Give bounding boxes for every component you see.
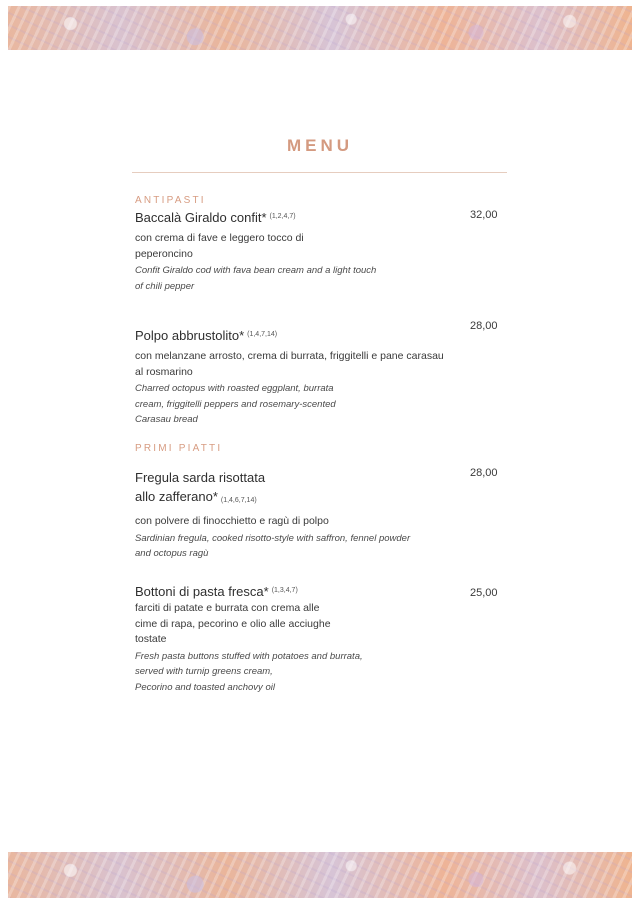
- dish-price: 25,00: [470, 587, 498, 599]
- dish-description-it: farciti di patate e burrata con crema alle cime di rapa, pecorino e olio alle acciughe tostate: [135, 602, 331, 645]
- dish-name: Polpo abbrustolito* $^{(1,4,7,14)}$: [135, 328, 278, 343]
- dish-price: 32,00: [470, 209, 498, 221]
- dish-description-it: con polvere di finocchietto e ragù di polpo: [135, 515, 329, 527]
- section-label-antipasti: ANTIPASTI: [135, 195, 206, 206]
- menu-title: MENU: [286, 136, 354, 155]
- title-divider: [132, 172, 507, 173]
- dish-polpo: [135, 326, 465, 428]
- decorative-top-band: [8, 6, 632, 50]
- dish-allergens: (1,3,4,7): [271, 587, 298, 594]
- section-label-primi-piatti: PRIMI PIATTI: [135, 443, 223, 454]
- dish-name: Fregula sarda risottata allo zafferano* $^{(1,4,6,7,14)}$: [135, 470, 266, 504]
- dish-description-en: Sardinian fregula, cooked risotto-style with saffron, fennel powder and octopus ragù: [135, 532, 411, 559]
- dish-description-it: con melanzane arrosto, crema di burrata, friggitelli e pane carasau al rosmarino: [135, 350, 444, 378]
- dish-allergens: (1,4,7,14): [247, 331, 278, 338]
- dish-allergens: (1,2,4,7): [269, 213, 296, 220]
- dish-description-it: con crema di fave e leggero tocco di peperoncino: [135, 232, 304, 260]
- dish-name: Baccalà Giraldo confit* $^{(1,2,4,7)}$: [135, 210, 296, 225]
- dish-price: 28,00: [470, 467, 498, 479]
- dish-description-en: Charred octopus with roasted eggplant, burrata cream, friggitelli peppers and rosemary-scented Carasau bread: [135, 383, 336, 425]
- dish-description-en: Fresh pasta buttons stuffed with potatoes and burrata, served with turnip greens cream, Pecorino and toasted anchovy oil: [135, 650, 363, 693]
- decorative-bottom-band: [8, 852, 632, 898]
- dish-bottoni: [135, 582, 465, 695]
- dish-name: Bottoni di pasta fresca* $^{(1,3,4,7)}$: [135, 584, 298, 599]
- dish-description-en: Confit Giraldo cod with fava bean cream and a light touch of chili pepper: [135, 265, 377, 292]
- dish-fregula: [135, 468, 465, 562]
- dish-allergens: (1,4,6,7,14): [220, 497, 257, 504]
- dish-baccala: [135, 208, 465, 294]
- dish-price: 28,00: [470, 320, 498, 332]
